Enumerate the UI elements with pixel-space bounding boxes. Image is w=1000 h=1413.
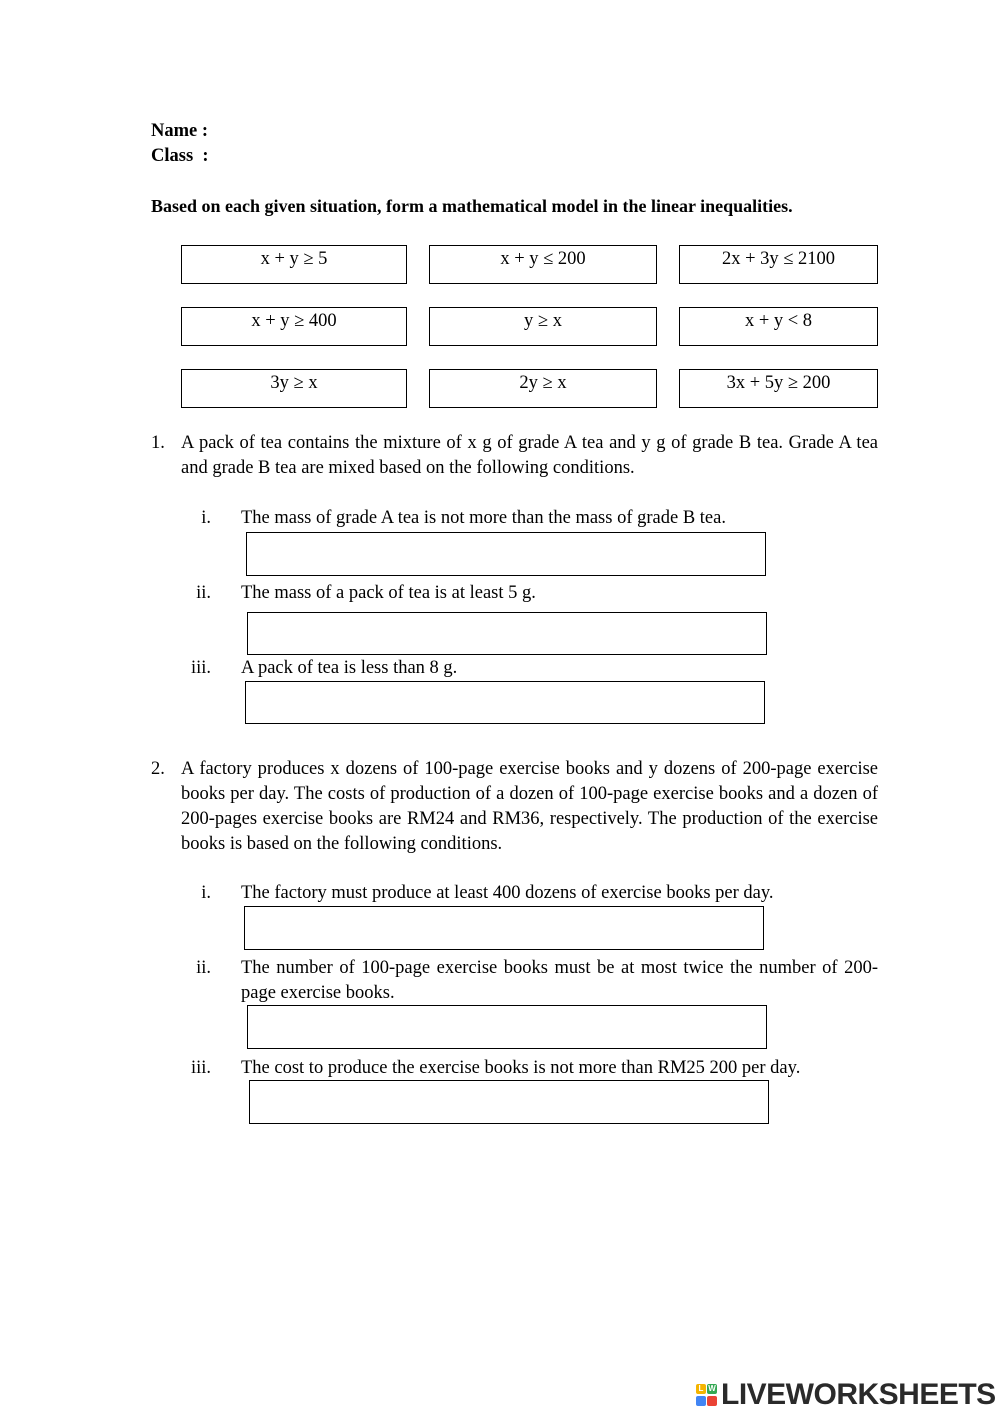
option-box[interactable]: x + y ≥ 400 (181, 307, 407, 346)
part-text: The factory must produce at least 400 dozens of exercise books per day. (241, 883, 774, 903)
part-number: ii. (196, 583, 211, 603)
logo-square (707, 1396, 717, 1406)
part-text: The mass of a pack of tea is at least 5 g. (241, 583, 536, 603)
answer-drop-box[interactable] (249, 1080, 769, 1124)
part-number: iii. (190, 1058, 211, 1078)
option-box[interactable]: x + y ≤ 200 (429, 245, 657, 284)
liveworksheets-logo (696, 1378, 996, 1412)
part-number: i. (201, 508, 211, 528)
answer-drop-box[interactable] (244, 906, 764, 950)
option-box[interactable]: 2x + 3y ≤ 2100 (679, 245, 878, 284)
instruction: Based on each given situation, form a mathematical model in the linear inequalities. (151, 196, 793, 216)
option-box[interactable]: x + y < 8 (679, 307, 878, 346)
answer-drop-box[interactable] (247, 612, 767, 655)
logo-letter: W (708, 1384, 716, 1393)
brand-text: LIVEWORKSHEETS (721, 1378, 996, 1411)
question-text: A pack of tea contains the mixture of x g of grade A tea and y g of grade B tea. Grade A tea and grade B tea are mixed based on the following conditions. (181, 433, 878, 478)
part-number: i. (201, 883, 211, 903)
question-number: 2. (151, 759, 165, 779)
question-number: 1. (151, 433, 165, 453)
logo-square (696, 1396, 706, 1406)
question-text: A factory produces x dozens of 100-page exercise books and y dozens of 200-page exercise books per day. The costs of production of a dozen of 100-page exercise books and a dozen of 200-pages exercise books are RM24 and RM36, respectively. The production of the exercise books is based on the following conditions. (181, 759, 878, 854)
option-box[interactable]: y ≥ x (429, 307, 657, 346)
option-box[interactable]: 3y ≥ x (181, 369, 407, 408)
part-text: A pack of tea is less than 8 g. (241, 658, 458, 678)
name-label: Name : (151, 121, 209, 141)
part-number: iii. (190, 658, 211, 678)
option-box[interactable]: 3x + 5y ≥ 200 (679, 369, 878, 408)
answer-drop-box[interactable] (246, 532, 766, 576)
part-text: The number of 100-page exercise books must be at most twice the number of 200-page exercise books. (241, 958, 878, 1003)
option-box[interactable]: x + y ≥ 5 (181, 245, 407, 284)
answer-drop-box[interactable] (245, 681, 765, 724)
logo-letter: L (696, 1384, 706, 1394)
answer-drop-box[interactable] (247, 1005, 767, 1049)
part-text: The mass of grade A tea is not more than the mass of grade B tea. (241, 508, 726, 528)
class-label: Class : (151, 146, 209, 166)
part-number: ii. (196, 958, 211, 978)
liveworksheets-icon (696, 1381, 718, 1409)
option-box[interactable]: 2y ≥ x (429, 369, 657, 408)
part-text: The cost to produce the exercise books is not more than RM25 200 per day. (241, 1058, 801, 1078)
